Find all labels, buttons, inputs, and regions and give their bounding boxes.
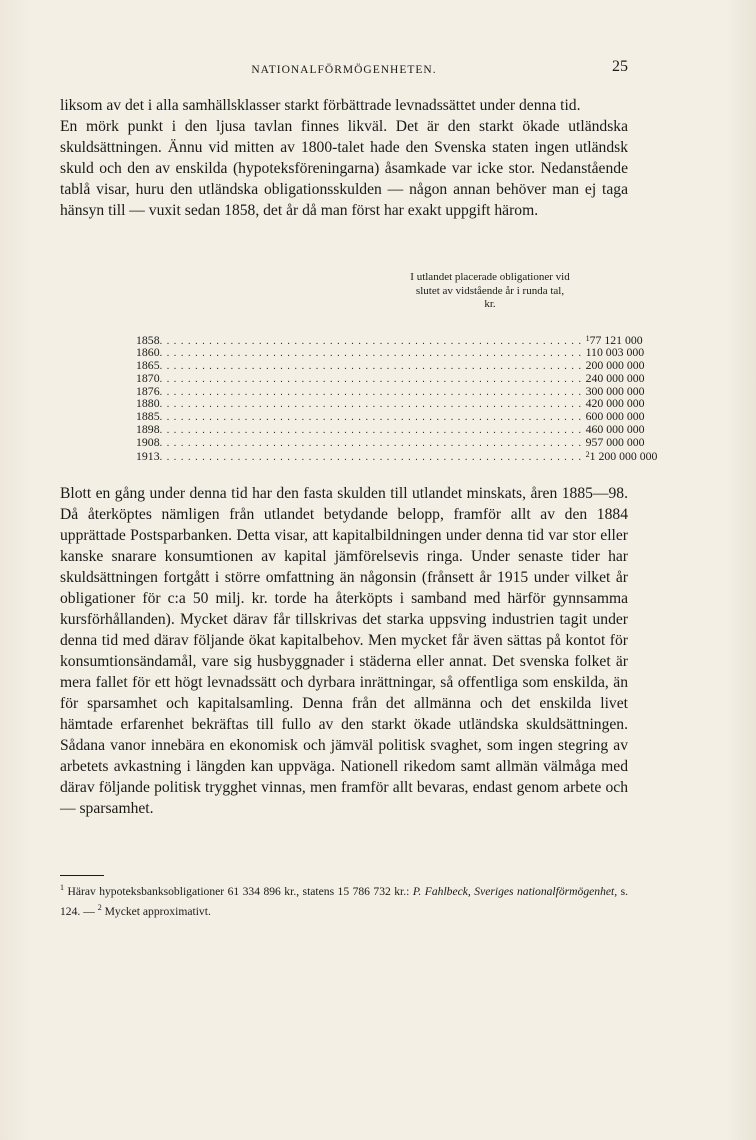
leader-dots: ............................................................ <box>159 399 586 411</box>
footnote-author: P. Fahlbeck, <box>412 884 471 898</box>
paragraph-intro-1: liksom av det i alla samhällsklasser starkt förbättrade levnadssättet under denna tid. <box>60 97 581 114</box>
table-row <box>136 357 645 372</box>
table-year: 1865 <box>136 357 160 372</box>
table-year: 1898 <box>136 422 160 437</box>
footnote-page-ref: s. 124. — <box>60 884 629 918</box>
table-row <box>136 409 645 424</box>
table-value-text: 77 121 000 <box>589 333 643 347</box>
footnote-mark-2: 2 <box>97 902 102 912</box>
main-text <box>60 483 628 819</box>
leader-dots: ............................................................ <box>159 373 586 385</box>
footnote-title: Sveriges nationalförmögenhet, <box>474 884 618 898</box>
footnote-rule <box>60 875 104 876</box>
footnote-text-2: Mycket approximativt. <box>104 904 211 918</box>
table-value-text: 110 003 000 <box>585 344 645 359</box>
table-value-text: 957 000 000 <box>585 435 645 450</box>
footnote-mark-1: 1 <box>60 883 64 892</box>
leader-dots: ............................................................ <box>159 425 586 437</box>
table-value-text: 240 000 000 <box>585 370 645 385</box>
table-row <box>136 383 645 398</box>
table-footnote-mark: 2 <box>585 450 590 460</box>
table-value <box>586 436 645 449</box>
intro-text <box>60 95 628 221</box>
table-year: 1880 <box>136 396 160 411</box>
paragraph-main: Blott en gång under denna tid har den fasta skulden till utlandet minskats, åren 1885—98. Då återköptes nämligen från utlandet betydande belopp, framför allt av den 1884 upprättade Postsparbanken. Detta visar, att kapitalbildningen under denna tid var stor eller kanske snarare konsumtionen av kapital jämförelsevis ringa. Under senaste tider har skuldsättningen fortgått i större omfattning än någonsin (frånsett år 1915 under vilket år obligationer för c:a 50 milj. kr. torde ha återköpts i samband med härför gynnsamma kursförhållanden). Mycket därav får tillskrivas det starka uppsving industrien tagit under denna tid med därav följande ökat kapitalbehov. Men mycket får även sättas på kontot för konsumtionsändamål, vare sig husbyggnader i städerna eller annat. Det svenska folket är mera fallet för ett högt levnadssätt och dyrbara inrättningar, så offentliga som enskilda, än för sparsamhet och kapitalsamling. Denna från det allmänna och det enskilda livet hämtade erfarenhet bekräftas till fullo av den starkt ökade utländska skuldsättningen. Sådana vanor innebära en ekonomisk och jämväl politisk svaghet, som ingen stegring av arbetets avkastning i längden kan uppväga. Nationell rikedom samt allmän välmåga med därav följande politisk trygghet vinnas, men framför allt bevaras, endast genom arbete och — sparsamhet. <box>60 485 628 817</box>
table-year: 1908 <box>136 435 160 450</box>
table-year: 1913 <box>136 449 160 464</box>
table-year: 1876 <box>136 383 160 398</box>
leader-dots: ............................................................ <box>159 438 586 450</box>
debt-table <box>136 333 658 464</box>
leader-dots: ............................................................ <box>159 347 586 359</box>
leader-dots: ............................................................ <box>159 360 586 372</box>
footnote-text-1: Härav hypoteksbanksobligationer 61 334 896 kr., statens 15 786 732 kr.: <box>67 884 410 898</box>
table-caption: I utlandet placerade obligationer vid slutet av vidstående år i runda tal, kr. <box>410 271 570 310</box>
paragraph-intro-2: En mörk punkt i den ljusa tavlan finnes likväl. Det är den starkt ökade utländska skuldsättningen. Ännu vid mitten av 1800-talet hade den Svenska staten ingen utländsk skuld och den av enskilda (hypoteksföreningarna) åsamkade var icke stor. Nedanstående tablå visar, huru den utländska obligationsskulden — någon annan behöver man ej taga hänsyn till — vuxit sedan 1858, det år då man först har exakt uppgift härom. <box>60 118 628 219</box>
page-number: 25 <box>612 58 628 75</box>
table-row <box>136 344 645 359</box>
table-value-text: 420 000 000 <box>585 396 645 411</box>
table-year: 1860 <box>136 344 160 359</box>
leader-dots: ............................................................ <box>159 336 586 347</box>
table-row <box>136 370 645 385</box>
table-year: 1858 <box>136 333 160 347</box>
table-value-text: 300 000 000 <box>585 383 645 398</box>
table-footnote-mark: 1 <box>585 334 590 343</box>
leader-dots: ............................................................ <box>159 412 586 424</box>
table-row <box>136 396 645 411</box>
table-year: 1885 <box>136 409 160 424</box>
footnotes <box>60 880 628 920</box>
table-value-text: 600 000 000 <box>585 409 645 424</box>
table-row <box>136 435 645 450</box>
table-row <box>136 333 643 347</box>
table-value-text: 460 000 000 <box>585 422 645 437</box>
table-value <box>586 449 658 463</box>
table-year: 1870 <box>136 370 160 385</box>
table-value-text: 200 000 000 <box>585 357 645 372</box>
page-header <box>60 58 628 86</box>
table-row <box>136 422 645 437</box>
leader-dots: ............................................................ <box>159 452 586 464</box>
running-title: NATIONALFÖRMÖGENHETEN. <box>251 64 437 76</box>
leader-dots: ............................................................ <box>159 386 586 398</box>
table-value-text: 1 200 000 000 <box>589 449 658 464</box>
